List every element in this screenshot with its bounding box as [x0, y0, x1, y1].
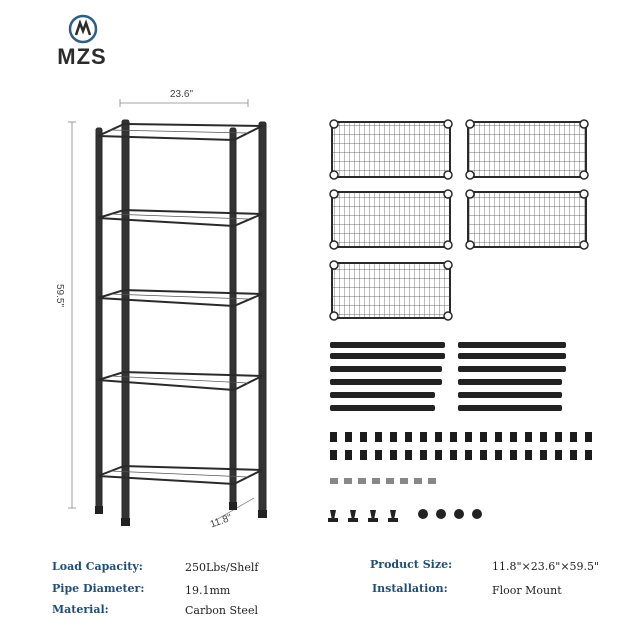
spec-label-pipe-diameter: Pipe Diameter:	[52, 582, 145, 595]
depth-label: 11.8"	[208, 512, 234, 531]
spec-label-installation: Installation:	[372, 582, 448, 595]
spec-value-material: Carbon Steel	[185, 604, 258, 617]
spec-label-material: Material:	[52, 603, 109, 616]
spec-value-pipe-diameter: 19.1mm	[185, 584, 231, 597]
brand-name: MZS	[57, 44, 107, 69]
spec-value-product-size: 11.8"×23.6"×59.5"	[492, 560, 600, 573]
height-label: 59.5"	[54, 283, 66, 308]
spec-label-load-capacity: Load Capacity:	[52, 560, 143, 573]
spec-value-load-capacity: 250Lbs/Shelf	[185, 561, 259, 574]
spec-label-product-size: Product Size:	[370, 558, 453, 571]
spec-value-installation: Floor Mount	[492, 584, 562, 597]
width-label: 23.6"	[170, 89, 194, 100]
